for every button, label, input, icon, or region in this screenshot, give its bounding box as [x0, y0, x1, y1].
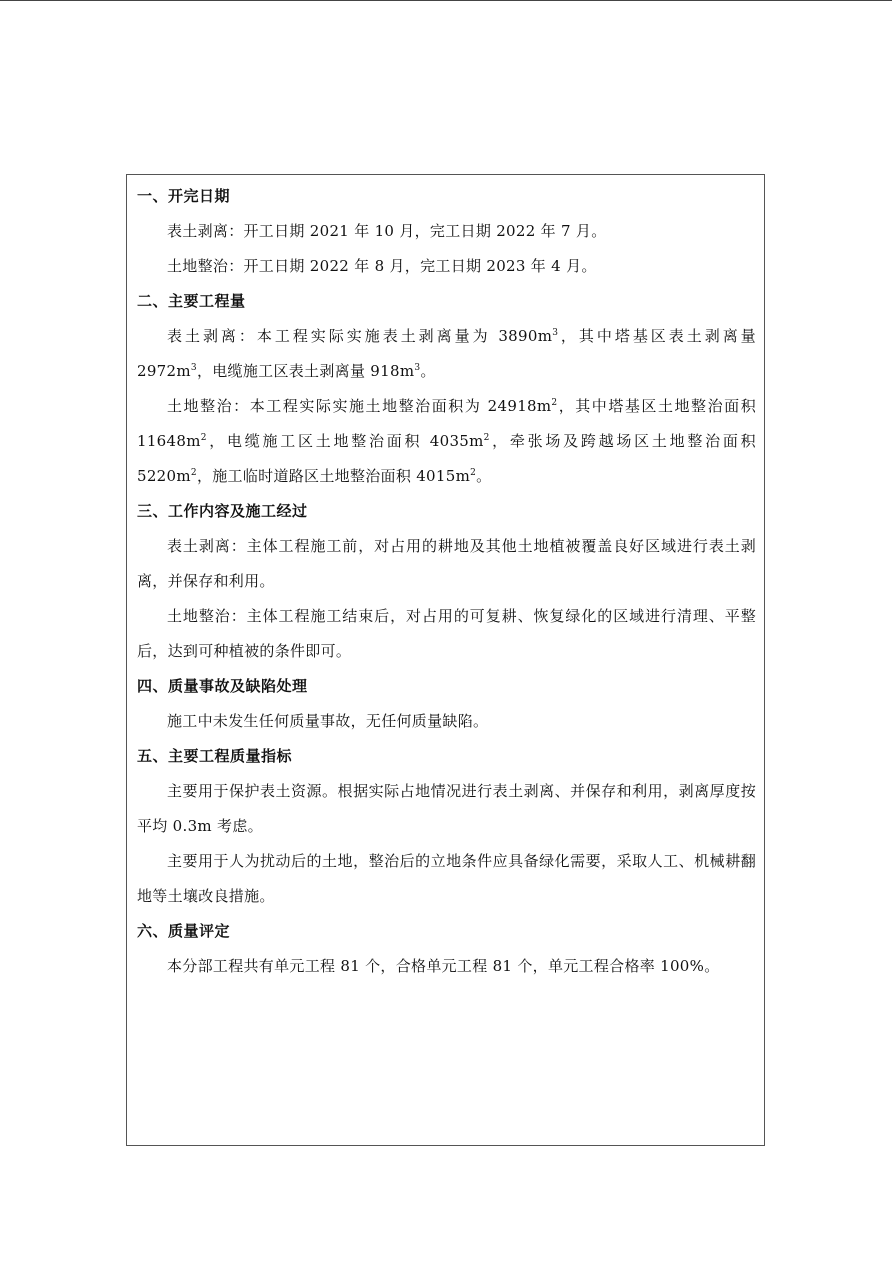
para-quantities-land: 土地整治：本工程实际实施土地整治面积为 $24918m^2$，其中塔基区土地整治面积 $11648m^2$，电缆施工区土地整治面积 $4035m^2$，牵张场及跨越场区土地整治面积 $5220m^2$，施工临时道路区土地整治面积 $4015m^2$。: [137, 397, 756, 485]
para-accidents: 施工中未发生任何质量事故，无任何质量缺陷。: [167, 712, 489, 730]
para-indicators-land: 主要用于人为扰动后的土地，整治后的立地条件应具备绿化需要，采取人工、机械耕翻地等土壤改良措施。: [137, 852, 756, 905]
para-work-land: 土地整治：主体工程施工结束后，对占用的可复耕、恢复绿化的区域进行清理、平整后，达到可种植被的条件即可。: [137, 607, 756, 660]
para-work-stripping: 表土剥离：主体工程施工前，对占用的耕地及其他土地植被覆盖良好区域进行表土剥离，并保存和利用。: [137, 537, 756, 590]
para-dates-land: 土地整治：开工日期 2022 年 8 月，完工日期 2023 年 4 月。: [167, 257, 597, 275]
para-dates-stripping: 表土剥离：开工日期 2021 年 10 月，完工日期 2022 年 7 月。: [167, 222, 607, 240]
section-heading-evaluation: 六、质量评定: [137, 922, 231, 940]
section-heading-quantities: 二、主要工程量: [137, 292, 246, 310]
section-heading-accidents: 四、质量事故及缺陷处理: [137, 677, 308, 695]
top-rule: [0, 0, 892, 1]
section-heading-work-content: 三、工作内容及施工经过: [137, 502, 308, 520]
para-indicators-stripping: 主要用于保护表土资源。根据实际占地情况进行表土剥离、并保存和利用，剥离厚度按平均 0.3m 考虑。: [137, 782, 756, 835]
section-heading-quality-indicators: 五、主要工程质量指标: [137, 747, 293, 765]
para-evaluation: 本分部工程共有单元工程 81 个，合格单元工程 81 个，单元工程合格率 100%。: [167, 957, 720, 975]
para-quantities-stripping: 表土剥离：本工程实际实施表土剥离量为 $3890m^3$，其中塔基区表土剥离量 $2972m^3$，电缆施工区表土剥离量 $918m^3$。: [137, 327, 756, 380]
section-heading-dates: 一、开完日期: [137, 187, 231, 205]
content-box: [126, 174, 765, 1146]
